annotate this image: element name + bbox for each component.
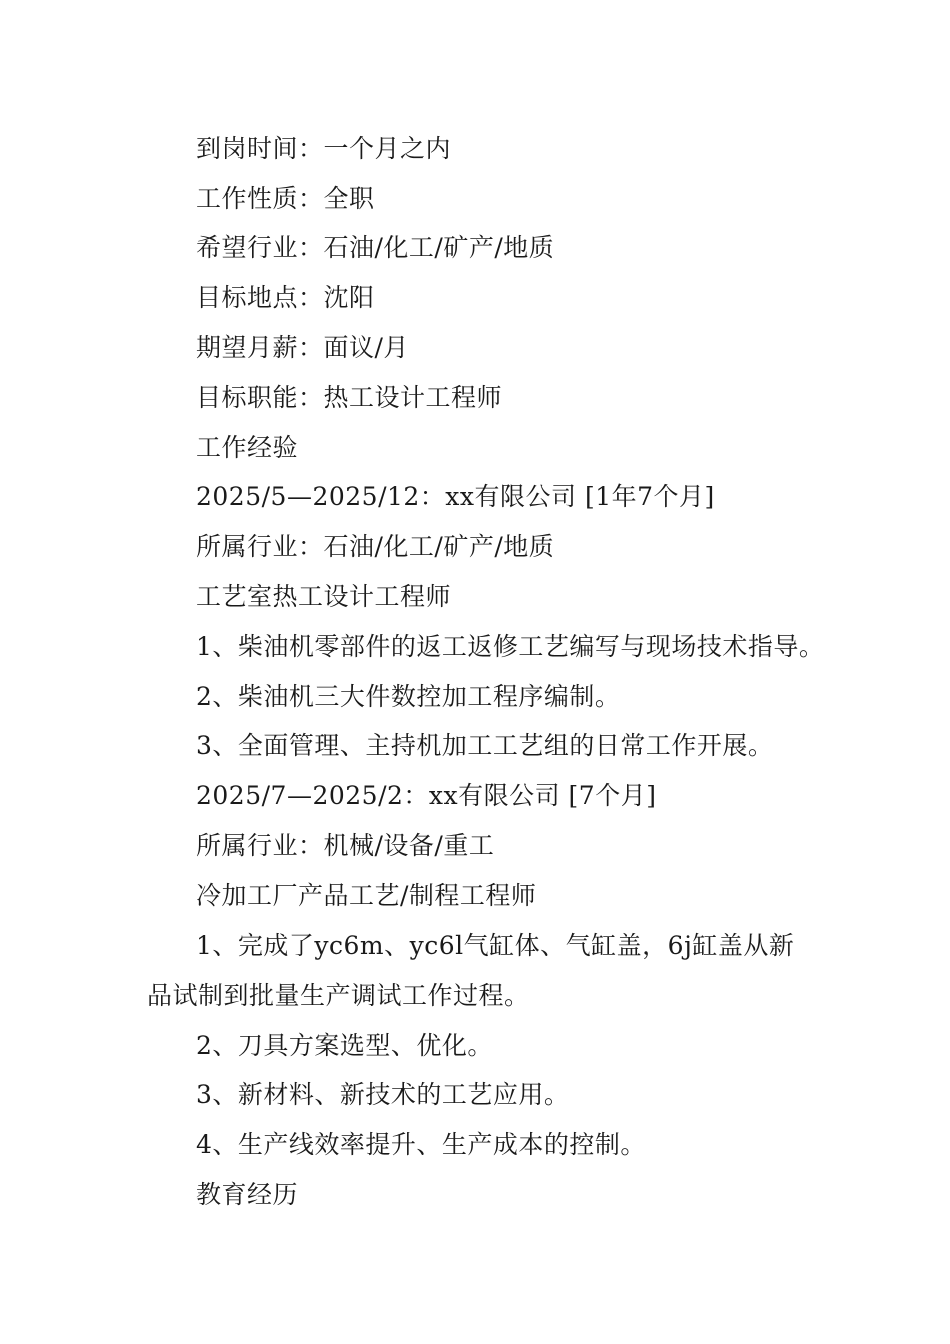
job2-industry-line: 所属行业：机械/设备/重工 xyxy=(196,831,495,860)
job2-period-line: 2025/7—2025/2：xx有限公司 [7个月] xyxy=(196,781,657,810)
job-type-line: 工作性质：全职 xyxy=(196,184,375,213)
job1-duty-1: 1、柴油机零部件的返工返修工艺编写与现场技术指导。 xyxy=(196,632,825,661)
expected-salary-line: 期望月薪：面议/月 xyxy=(196,333,409,362)
job1-period-line: 2025/5—2025/12：xx有限公司 [1年7个月] xyxy=(196,482,715,511)
job2-duty-1-continuation: 品试制到批量生产调试工作过程。 xyxy=(147,981,530,1010)
arrival-time-line: 到岗时间：一个月之内 xyxy=(196,134,452,163)
job1-title-line: 工艺室热工设计工程师 xyxy=(196,582,452,611)
job2-duty-1-first-line: 1、完成了yc6m、yc6l气缸体、气缸盖，6j缸盖从新 xyxy=(196,931,795,960)
job1-duty-3: 3、全面管理、主持机加工工艺组的日常工作开展。 xyxy=(196,731,774,760)
job1-duty-2: 2、柴油机三大件数控加工程序编制。 xyxy=(196,682,621,711)
job1-industry-line: 所属行业：石油/化工/矿产/地质 xyxy=(196,532,555,561)
work-experience-heading: 工作经验 xyxy=(196,433,299,462)
job2-duty-3: 3、新材料、新技术的工艺应用。 xyxy=(196,1080,570,1109)
job2-duty-2: 2、刀具方案选型、优化。 xyxy=(196,1031,493,1060)
target-function-line: 目标职能：热工设计工程师 xyxy=(196,383,503,412)
job2-title-line: 冷加工厂产品工艺/制程工程师 xyxy=(196,881,537,910)
job2-duty-4: 4、生产线效率提升、生产成本的控制。 xyxy=(196,1130,646,1159)
education-heading: 教育经历 xyxy=(196,1180,299,1209)
target-location-line: 目标地点：沈阳 xyxy=(196,283,375,312)
desired-industry-line: 希望行业：石油/化工/矿产/地质 xyxy=(196,233,555,262)
